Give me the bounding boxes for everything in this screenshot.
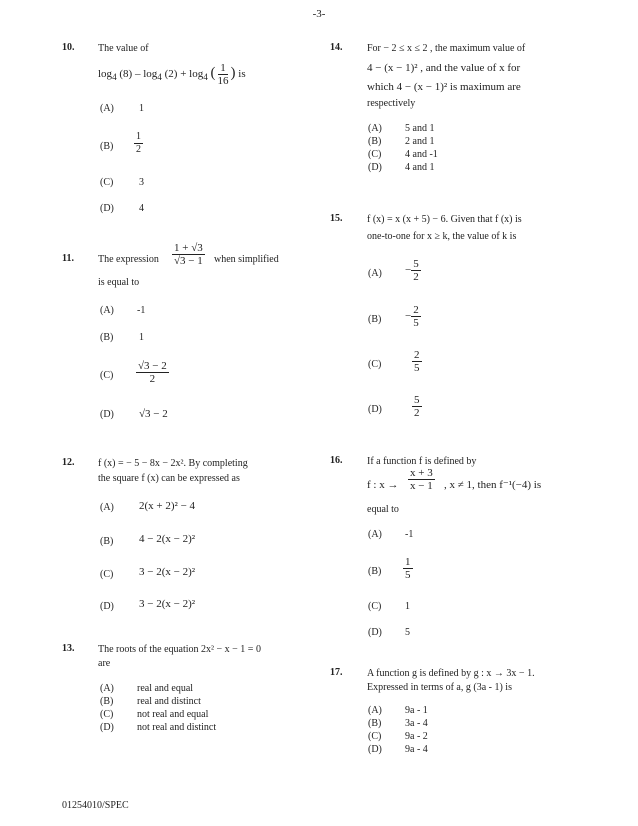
q14-option-d-value: 4 and 1 [405, 162, 435, 173]
expr-fraction-numerator: 1 [220, 62, 226, 74]
q17-option-c-value: 9a - 2 [405, 731, 428, 742]
question-15-number: 15. [330, 213, 343, 224]
q10-option-b-value [134, 131, 143, 156]
question-12-stem-a: f (x) = − 5 − 8x − 2x². By completing [98, 458, 248, 469]
q11-c-numerator: √3 − 2 [138, 360, 167, 372]
q12-option-b-value: 4 − 2(x − 2)² [139, 533, 196, 545]
expr-log-a: log [98, 68, 113, 81]
q17-option-d-letter[interactable]: (D) [368, 744, 382, 755]
q14-option-a-value: 5 and 1 [405, 123, 435, 134]
q15-option-a-value [405, 258, 421, 283]
q15-c-denominator: 5 [414, 362, 420, 374]
q14-option-b-letter[interactable]: (B) [368, 136, 382, 147]
question-14-stem-a: For − 2 ≤ x ≤ 2 , the maximum value of [367, 43, 526, 54]
q15-option-b-letter[interactable]: (B) [368, 314, 382, 325]
question-13-number: 13. [62, 643, 75, 654]
q11-option-d-value: √3 − 2 [139, 408, 168, 420]
expr-is: is [238, 68, 246, 81]
footer-code: 01254010/SPEC [62, 800, 129, 811]
q13-option-c-letter[interactable]: (C) [100, 709, 114, 720]
q16-fraction-denominator: x − 1 [410, 480, 433, 492]
question-15-stem-b: one-to-one for x ≥ k, the value of k is [367, 231, 517, 242]
q13-option-b-letter[interactable]: (B) [100, 696, 114, 707]
q10-b-denominator: 2 [136, 144, 141, 155]
q15-a-sign: − [405, 264, 412, 277]
q15-option-d-letter[interactable]: (D) [368, 404, 382, 415]
q16-b-denominator: 5 [405, 569, 411, 581]
q14-option-a-letter[interactable]: (A) [368, 123, 382, 134]
q10-option-d-value: 4 [139, 203, 144, 214]
question-15-stem-a: f (x) = x (x + 5) − 6. Given that f (x) is [367, 214, 522, 225]
question-16-number: 16. [330, 455, 343, 466]
q11-option-b-letter[interactable]: (B) [100, 332, 114, 343]
q16-option-a-value: -1 [405, 529, 414, 540]
expr-log-c-base: 4 [203, 72, 208, 83]
q15-option-d-value [412, 394, 422, 419]
question-10-intro: The value of [98, 43, 149, 54]
expr-fraction-denominator: 16 [217, 75, 229, 87]
q13-option-b-value: real and distinct [137, 696, 201, 707]
q11-c-denominator: 2 [149, 373, 156, 385]
q10-option-c-value: 3 [139, 177, 144, 188]
question-11-stem-c: is equal to [98, 277, 140, 288]
q15-a-numerator: 5 [413, 258, 419, 270]
question-13-stem-a: The roots of the equation 2x² − x − 1 = 0 [98, 644, 261, 655]
expr-log-a-base: 4 [112, 72, 117, 83]
q15-d-denominator: 2 [414, 407, 420, 419]
q13-option-d-value: not real and distinct [137, 722, 217, 733]
q14-option-c-value: 4 and -1 [405, 149, 438, 160]
q17-option-a-letter[interactable]: (A) [368, 705, 382, 716]
q16-option-c-letter[interactable]: (C) [368, 601, 382, 612]
question-16-stem-a: If a function f is defined by [367, 456, 477, 467]
q16-option-a-letter[interactable]: (A) [368, 529, 382, 540]
q15-option-b-value [405, 304, 421, 329]
q11-fraction-denominator: √3 − 1 [174, 255, 203, 267]
q15-option-a-letter[interactable]: (A) [368, 268, 382, 279]
q12-option-d-letter[interactable]: (D) [100, 601, 114, 612]
q10-b-numerator: 1 [136, 131, 141, 142]
expr-log-b-arg: (2) [164, 68, 178, 81]
page-number: -3- [312, 8, 326, 20]
question-14-stem-c: which 4 − (x − 1)² is maximum are [367, 81, 521, 93]
q10-option-c-letter[interactable]: (C) [100, 177, 114, 188]
q16-fraction-numerator: x + 3 [410, 467, 433, 479]
q15-option-c-letter[interactable]: (C) [368, 359, 382, 370]
q11-option-b-value: 1 [139, 332, 144, 343]
q10-option-a-letter[interactable]: (A) [100, 103, 114, 114]
expr-log-b-base: 4 [157, 72, 162, 83]
q12-option-c-letter[interactable]: (C) [100, 569, 114, 580]
question-10-number: 10. [62, 42, 75, 53]
question-10-expression: $\log_4 (8) - \log_4 (2) + \log_4$ ( $\frac{1}{16}$ ) is [98, 62, 246, 87]
q15-b-sign: − [405, 310, 412, 323]
question-16-stem-c: equal to [367, 504, 399, 515]
q15-d-numerator: 5 [414, 394, 420, 406]
question-12-stem-b: the square f (x) can be expressed as [98, 473, 240, 484]
q14-option-b-value: 2 and 1 [405, 136, 435, 147]
q15-a-denominator: 2 [413, 271, 419, 283]
q12-option-a-value: 2(x + 2)² − 4 [139, 500, 196, 512]
expr-minus-log: – log [134, 68, 158, 81]
q17-option-d-value: 9a - 4 [405, 744, 428, 755]
question-11-number: 11. [62, 253, 74, 264]
q13-option-c-value: not real and equal [137, 709, 209, 720]
q11-option-a-value: -1 [137, 305, 146, 316]
q17-option-b-letter[interactable]: (B) [368, 718, 382, 729]
q11-option-c-letter[interactable]: (C) [100, 370, 114, 381]
q16-option-d-value: 5 [405, 627, 410, 638]
question-11-stem-a: The expression [98, 254, 159, 265]
question-11-stem-b: when simplified [214, 254, 279, 265]
q16-b-numerator: 1 [405, 556, 411, 568]
q10-option-d-letter[interactable]: (D) [100, 203, 114, 214]
q16-option-b-letter[interactable]: (B) [368, 566, 382, 577]
q12-option-c-value: 3 − 2(x − 2)² [139, 566, 196, 578]
q13-option-a-letter[interactable]: (A) [100, 683, 114, 694]
q12-option-b-letter[interactable]: (B) [100, 536, 114, 547]
q17-option-b-value: 3a - 4 [405, 718, 428, 729]
q15-c-numerator: 2 [414, 349, 420, 361]
q16-option-d-letter[interactable]: (D) [368, 627, 382, 638]
q12-option-a-letter[interactable]: (A) [100, 502, 114, 513]
q12-option-d-value: 3 − 2(x − 2)² [139, 598, 196, 610]
q17-option-a-value: 9a - 1 [405, 705, 428, 716]
q16-option-b-value [403, 556, 413, 581]
question-13-stem-b: are [98, 658, 111, 669]
q15-b-denominator: 5 [413, 317, 419, 329]
q10-option-a-value: 1 [139, 103, 144, 114]
q14-option-c-letter[interactable]: (C) [368, 149, 382, 160]
question-16-fraction [408, 467, 435, 492]
question-14-stem-b: 4 − (x − 1)² , and the value of x for [367, 62, 521, 74]
q11-option-c-value [136, 360, 169, 385]
question-17-stem-a: A function g is defined by g : x → 3x − 1. [367, 668, 535, 679]
expr-log-a-arg: (8) [119, 68, 133, 81]
q15-b-numerator: 2 [413, 304, 419, 316]
q17-option-c-letter[interactable]: (C) [368, 731, 382, 742]
question-11-fraction [172, 242, 205, 267]
q16-option-c-value: 1 [405, 601, 410, 612]
question-17-number: 17. [330, 667, 343, 678]
q10-option-b-letter[interactable]: (B) [100, 141, 114, 152]
q13-option-d-letter[interactable]: (D) [100, 722, 114, 733]
question-17-stem-b: Expressed in terms of a, g (3a - 1) is [367, 682, 512, 693]
question-16-stem-b1: f : x → [367, 479, 399, 491]
question-16-stem-b2: , x ≠ 1, then f⁻¹(−4) is [444, 479, 542, 491]
expr-fraction [216, 62, 231, 87]
question-12-number: 12. [62, 457, 75, 468]
expr-plus-log: + log [180, 68, 204, 81]
question-14-number: 14. [330, 42, 343, 53]
question-14-stem-d: respectively [367, 98, 416, 109]
q11-option-a-letter[interactable]: (A) [100, 305, 114, 316]
q15-option-c-value [412, 349, 422, 374]
q13-option-a-value: real and equal [137, 683, 194, 694]
q11-option-d-letter[interactable]: (D) [100, 409, 114, 420]
q11-fraction-numerator: 1 + √3 [174, 242, 203, 254]
q14-option-d-letter[interactable]: (D) [368, 162, 382, 173]
